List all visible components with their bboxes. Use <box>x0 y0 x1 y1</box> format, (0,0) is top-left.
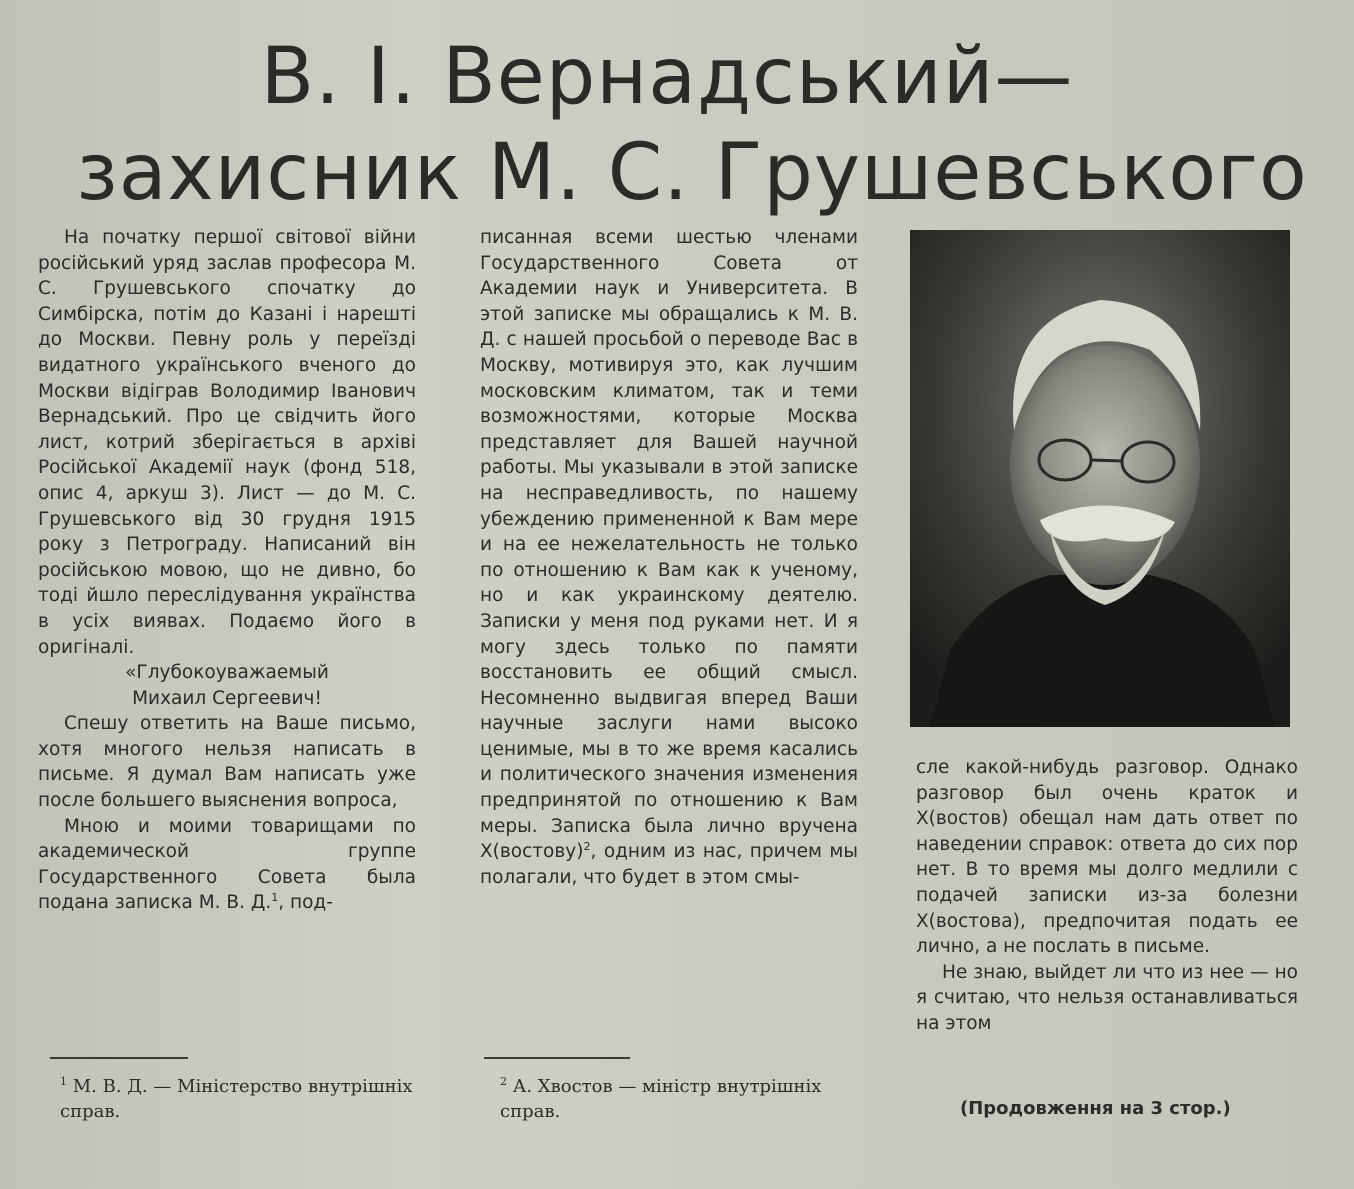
letter-column-3-paragraph-2: Не знаю, выйдет ли что из нее — но я считаю, что нельзя останавливаться на этом <box>916 961 1298 1034</box>
headline-line-1: В. І. Вернадський— <box>260 32 1074 122</box>
footnote-ref-2: 2 <box>583 840 591 854</box>
footnote-rule-1 <box>50 1057 188 1059</box>
footnote-1 <box>60 1074 420 1124</box>
portrait-photo <box>910 230 1290 727</box>
article-column-2 <box>480 225 858 890</box>
letter-paragraph-2-text: Мною и моими товарищами по академической группе Государственного Совета была подана записка М. В. Д. <box>38 815 416 914</box>
footnote-2-mark: 2 <box>500 1075 507 1088</box>
letter-salutation-1: «Глубокоуважаемый <box>125 662 329 684</box>
letter-salutation-2: Михаил Сергеевич! <box>132 687 322 709</box>
letter-column-3-paragraph-1: сле какой-нибудь разговор. Однако разговор был очень краток и Х(востов) обещал нам дать ответ по наведении справок: ответа до сих пор нет. В то время мы долго медлили с подачей записки из-за болезни Х(востова), предпочитая подать ее лично, а не послать в письме. <box>916 757 1298 958</box>
letter-paragraph-2-end: , под- <box>278 892 333 914</box>
headline-line-2: захисник М. С. Грушевського <box>76 128 1308 218</box>
letter-paragraph-2 <box>38 814 416 916</box>
portrait-illustration <box>910 230 1290 727</box>
letter-continuation <box>480 225 858 890</box>
article-column-3 <box>916 755 1298 1037</box>
footnote-2 <box>500 1074 858 1124</box>
footnote-2-text: А. Хвостов — міністр внутрішніх справ. <box>500 1076 822 1122</box>
footnote-rule-2 <box>484 1057 630 1059</box>
letter-paragraph-1: Спешу ответить на Ваше письмо, хотя многого нельзя написать в письме. Я думал Вам написать уже после большего выяснения вопроса, <box>38 713 416 812</box>
article-column-1 <box>38 225 416 916</box>
continued-note: (Продовження на 3 стор.) <box>960 1098 1231 1119</box>
letter-continuation-text: писанная всеми шестью членами Государственного Совета от Академии наук и Университета. В этой записке мы обращались к М. В. Д. с нашей просьбой о переводе Вас в Москву, мотивируя это, как лучшим московским климатом, так и теми возможностями, которые Москва представляет для Вашей научной работы. Мы указывали в этой записке на несправедливость, по нашему убеждению примененной к Вам мере и на ее нежелательность не только по отношению к Вам как к ученому, но и как украинскому деятелю. Записки у меня под руками нет. И я могу здесь только по памяти восстановить ее общий смысл. Несомненно выдвигая вперед Ваши научные заслуги нами высоко ценимые, мы в то же время касались и политического значения изменения предпринятой по отношению к Вам меры. Записка была лично вручена Х(востову) <box>480 227 858 863</box>
intro-paragraph: На початку першої світової війни російський уряд заслав професора М. С. Грушевського спочатку до Симбірска, потім до Казані і нарешті до Москви. Певну роль у переїзді видатного українського вченого до Москви відіграв Володимир Іванович Вернадський. Про це свідчить його лист, котрий зберігається в архіві Російської Академії наук (фонд 518, опис 4, аркуш 3). Лист — до М. С. Грушевського від 30 грудня 1915 року з Петрограду. Написаний він російською мовою, що не дивно, бо тоді йшло переслідування українства в усіх виявах. Подаємо його в оригіналі. <box>38 227 416 658</box>
footnote-1-mark: 1 <box>60 1075 67 1088</box>
footnote-1-text: М. В. Д. — Міністерство внутрішніх справ. <box>60 1076 413 1122</box>
letter-continuation-end: , одним из нас, причем мы полагали, что будет в этом смы- <box>480 841 858 888</box>
footnote-ref-1: 1 <box>271 891 279 905</box>
